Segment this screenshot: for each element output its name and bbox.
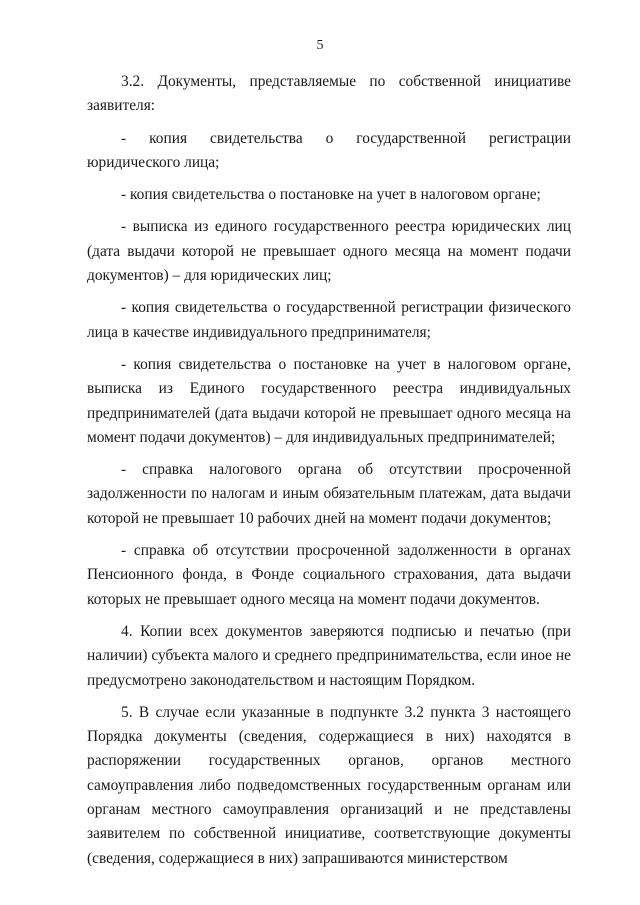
list-item-tax-debt-certificate: - справка налогового органа об отсутствии просроченной задолженности по налогам и иным обязательным платежам, дата выдачи которой не превышает 10 рабочих дней на момент подачи документов;: [87, 461, 571, 527]
paragraph-3-2-heading: 3.2. Документы, представляемые по собственной инициативе заявителя:: [87, 73, 571, 115]
list-item-individual-registration: - копия свидетельства о государственной регистрации физического лица в качестве индивидуального предпринимателя;: [87, 299, 571, 341]
list-item-tax-registration: - копия свидетельства о постановке на учет в налоговом органе;: [121, 186, 541, 204]
list-item-pension-fund-certificate: - справка об отсутствии просроченной задолженности в органах Пенсионного фонда, в Фонде социального страхования, дата выдачи которых не превышает одного месяца на момент подачи документов.: [87, 542, 571, 608]
list-item-individual-register-extract: - копия свидетельства о постановке на учет в налоговом органе, выписка из Единого государственного реестра индивидуальных предпринимателей (дата выдачи которой не превышает одного месяца на момент подачи документов) – для индивидуальных предпринимателей;: [87, 355, 571, 446]
paragraph-4: 4. Копии всех документов заверяются подписью и печатью (при наличии) субъекта малого и среднего предпринимательства, если иное не предусмотрено законодательством и настоящим Порядком.: [87, 622, 571, 689]
document-body: [87, 70, 571, 871]
list-item-legal-entity-registration: - копия свидетельства о государственной регистрации юридического лица;: [87, 129, 571, 171]
paragraph-5: 5. В случае если указанные в подпункте 3.2 пункта 3 настоящего Порядка документы (сведения, содержащиеся в них) находятся в распоряжении государственных органов, органов местного самоуправления либо подведомственных государственным органам или органам местного самоуправления организаций и не представлены заявителем по собственной инициативе, соответствующие документы (сведения, содержащиеся в них) запрашиваются министерством: [87, 703, 571, 867]
list-item-legal-entity-register-extract: - выписка из единого государственного реестра юридических лиц (дата выдачи которой не превышает одного месяца на момент подачи документов) – для юридических лиц;: [87, 218, 571, 285]
page-number: 5: [316, 38, 324, 53]
